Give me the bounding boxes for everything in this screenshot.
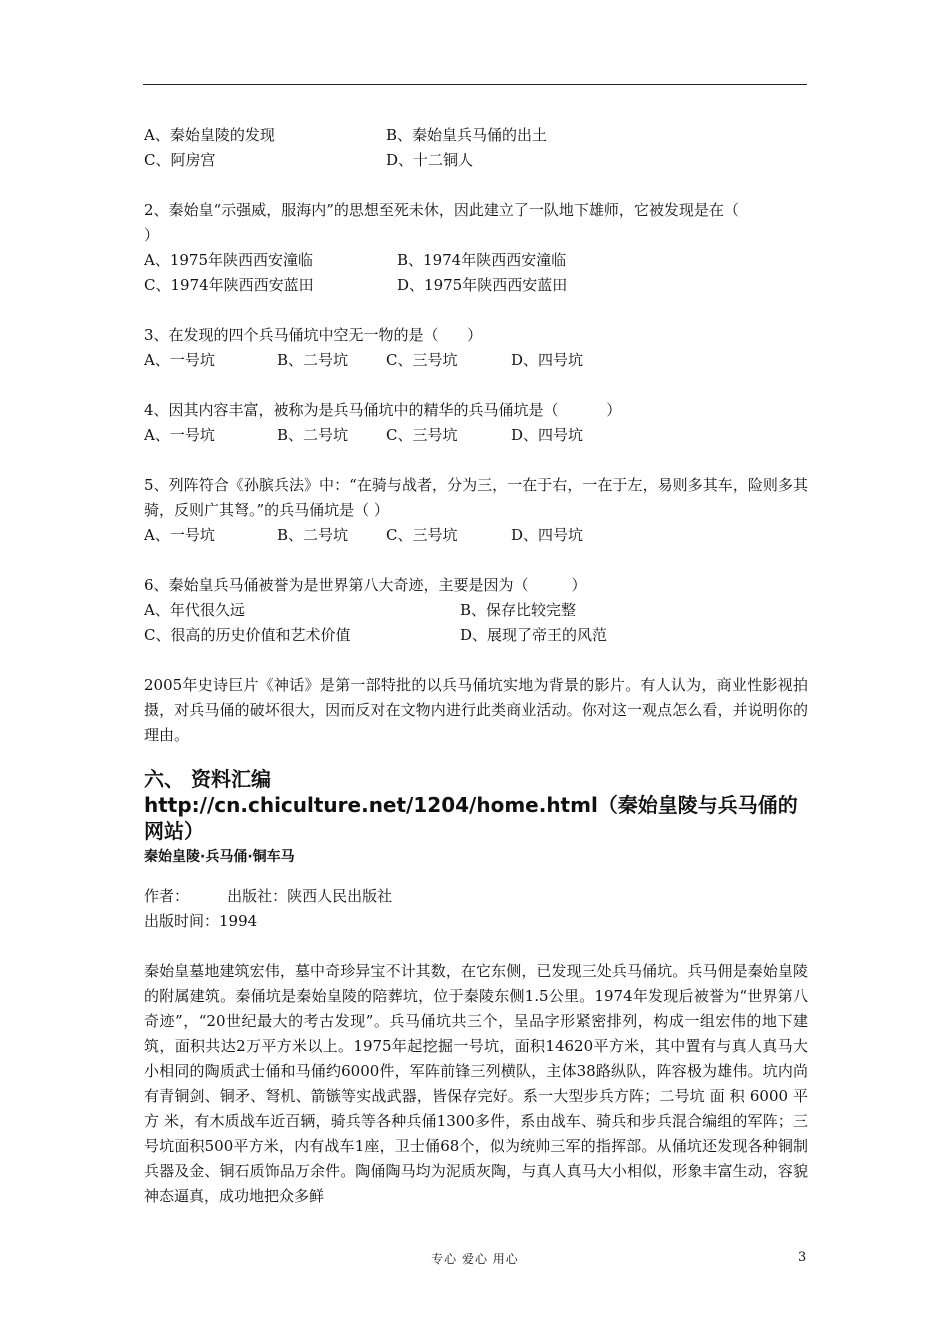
q6-option-b: B、保存比较完整 [460, 601, 577, 619]
q5-options [144, 523, 808, 548]
body-paragraph: 秦始皇墓地建筑宏伟，墓中奇珍异宝不计其数，在它东侧，已发现三处兵马俑坑。兵马佣是秦始皇陵的附属建筑。秦俑坑是秦始皇陵的陪葬坑，位于秦陵东侧1.5公里。1974年发现后被誉为“世界第八奇迹”，“20世纪最大的考古发现”。兵马俑坑共三个，呈品字形紧密排列，构成一组宏伟的地下建筑，面积共达2万平方米以上。1975年起挖掘一号坑，面积14620平方米，其中置有与真人真马大小相同的陶质武士俑和马俑约6000件，军阵前锋三列横队，主体38路纵队，阵容极为雄伟。坑内尚有青铜剑、铜矛、弩机、箭镞等实战武器，皆保存完好。系一大型步兵方阵；二号坑 面 积 6000 平 方 米，有木质战车近百辆，骑兵等各种兵俑1300多件，系由战车、骑兵和步兵混合编组的军阵；三号坑面积500平方米，内有战车1座，卫士俑68个，似为统帅三军的指挥部。从俑坑还发现各种铜制兵器及金、铜石质饰品万余件。陶俑陶马均为泥质灰陶，与真人真马大小相似，形象丰富生动，容貌神态逼真，成功地把众多鲜 [144, 962, 808, 1205]
q4-stem: 4、因其内容丰富，被称为是兵马俑坑中的精华的兵马俑坑是（ ） [144, 401, 622, 419]
q1-option-c: C、阿房宫 [144, 151, 216, 169]
q4-option-a: A、一号坑 [144, 426, 215, 444]
q6-option-a: A、年代很久远 [144, 601, 245, 619]
q6-options-row-1 [144, 598, 808, 623]
q3-option-b: B、二号坑 [277, 351, 349, 369]
section-heading: 六、 资料汇编 [144, 767, 271, 791]
q2-stem-line-2: ） [144, 226, 160, 244]
q3-option-c: C、三号坑 [386, 351, 458, 369]
q3-option-a: A、一号坑 [144, 351, 215, 369]
q6-stem: 6、秦始皇兵马俑被誉为是世界第八大奇迹，主要是因为（ ） [144, 576, 587, 594]
q5-option-b: B、二号坑 [277, 526, 349, 544]
footer-motto: 专心 爱心 用心 [431, 1252, 519, 1266]
book-author-publisher: 作者： 出版社：陕西人民出版社 [144, 887, 393, 905]
q5-stem: 5、列阵符合《孙膑兵法》中：“在骑与战者，分为三，一在于右，一在于左，易则多其车，险则多其骑，反则广其弩。”的兵马俑坑是（ ） [144, 476, 808, 519]
book-title: 秦始皇陵·兵马俑·铜车马 [144, 849, 295, 865]
q4-option-d: D、四号坑 [511, 426, 584, 444]
q2-option-c: C、1974年陕西西安蓝田 [144, 276, 314, 294]
q2-options-row-2 [144, 273, 808, 298]
q3-option-d: D、四号坑 [511, 351, 584, 369]
q2-options-row-1 [144, 248, 808, 273]
q2-stem-line-1: 2、秦始皇“示强威，服海内”的思想至死未休，因此建立了一队地下雄师，它被发现是在（ [144, 201, 739, 219]
q2-option-d: D、1975年陕西西安蓝田 [397, 276, 568, 294]
page-number: 3 [798, 1250, 807, 1265]
q3-options [144, 348, 808, 373]
section-url-link[interactable]: http://cn.chiculture.net/1204/home.html（秦始皇陵与兵马俑的网站） [144, 793, 798, 843]
q4-options [144, 423, 808, 448]
q1-option-b: B、秦始皇兵马俑的出土 [386, 126, 548, 144]
q3-stem: 3、在发现的四个兵马俑坑中空无一物的是（ ） [144, 326, 483, 344]
q1-options-row-1 [144, 123, 808, 148]
page-content [144, 123, 808, 1209]
q4-option-c: C、三号坑 [386, 426, 458, 444]
essay-question: 2005年史诗巨片《神话》是第一部特批的以兵马俑坑实地为背景的影片。有人认为，商业性影视拍摄，对兵马俑的破坏很大，因而反对在文物内进行此类商业活动。你对这一观点怎么看，并说明你的理由。 [144, 676, 808, 744]
header-rule [143, 84, 807, 85]
q5-option-c: C、三号坑 [386, 526, 458, 544]
q4-option-b: B、二号坑 [277, 426, 349, 444]
q6-options-row-2 [144, 623, 808, 648]
q6-option-d: D、展现了帝王的风范 [460, 626, 608, 644]
q1-option-a: A、秦始皇陵的发现 [144, 126, 275, 144]
q2-option-b: B、1974年陕西西安潼临 [397, 251, 567, 269]
q5-option-d: D、四号坑 [511, 526, 584, 544]
q1-option-d: D、十二铜人 [386, 151, 474, 169]
book-publish-date: 出版时间：1994 [144, 912, 258, 930]
q5-option-a: A、一号坑 [144, 526, 215, 544]
q6-option-c: C、很高的历史价值和艺术价值 [144, 626, 351, 644]
q1-options-row-2 [144, 148, 808, 173]
q2-option-a: A、1975年陕西西安潼临 [144, 251, 314, 269]
